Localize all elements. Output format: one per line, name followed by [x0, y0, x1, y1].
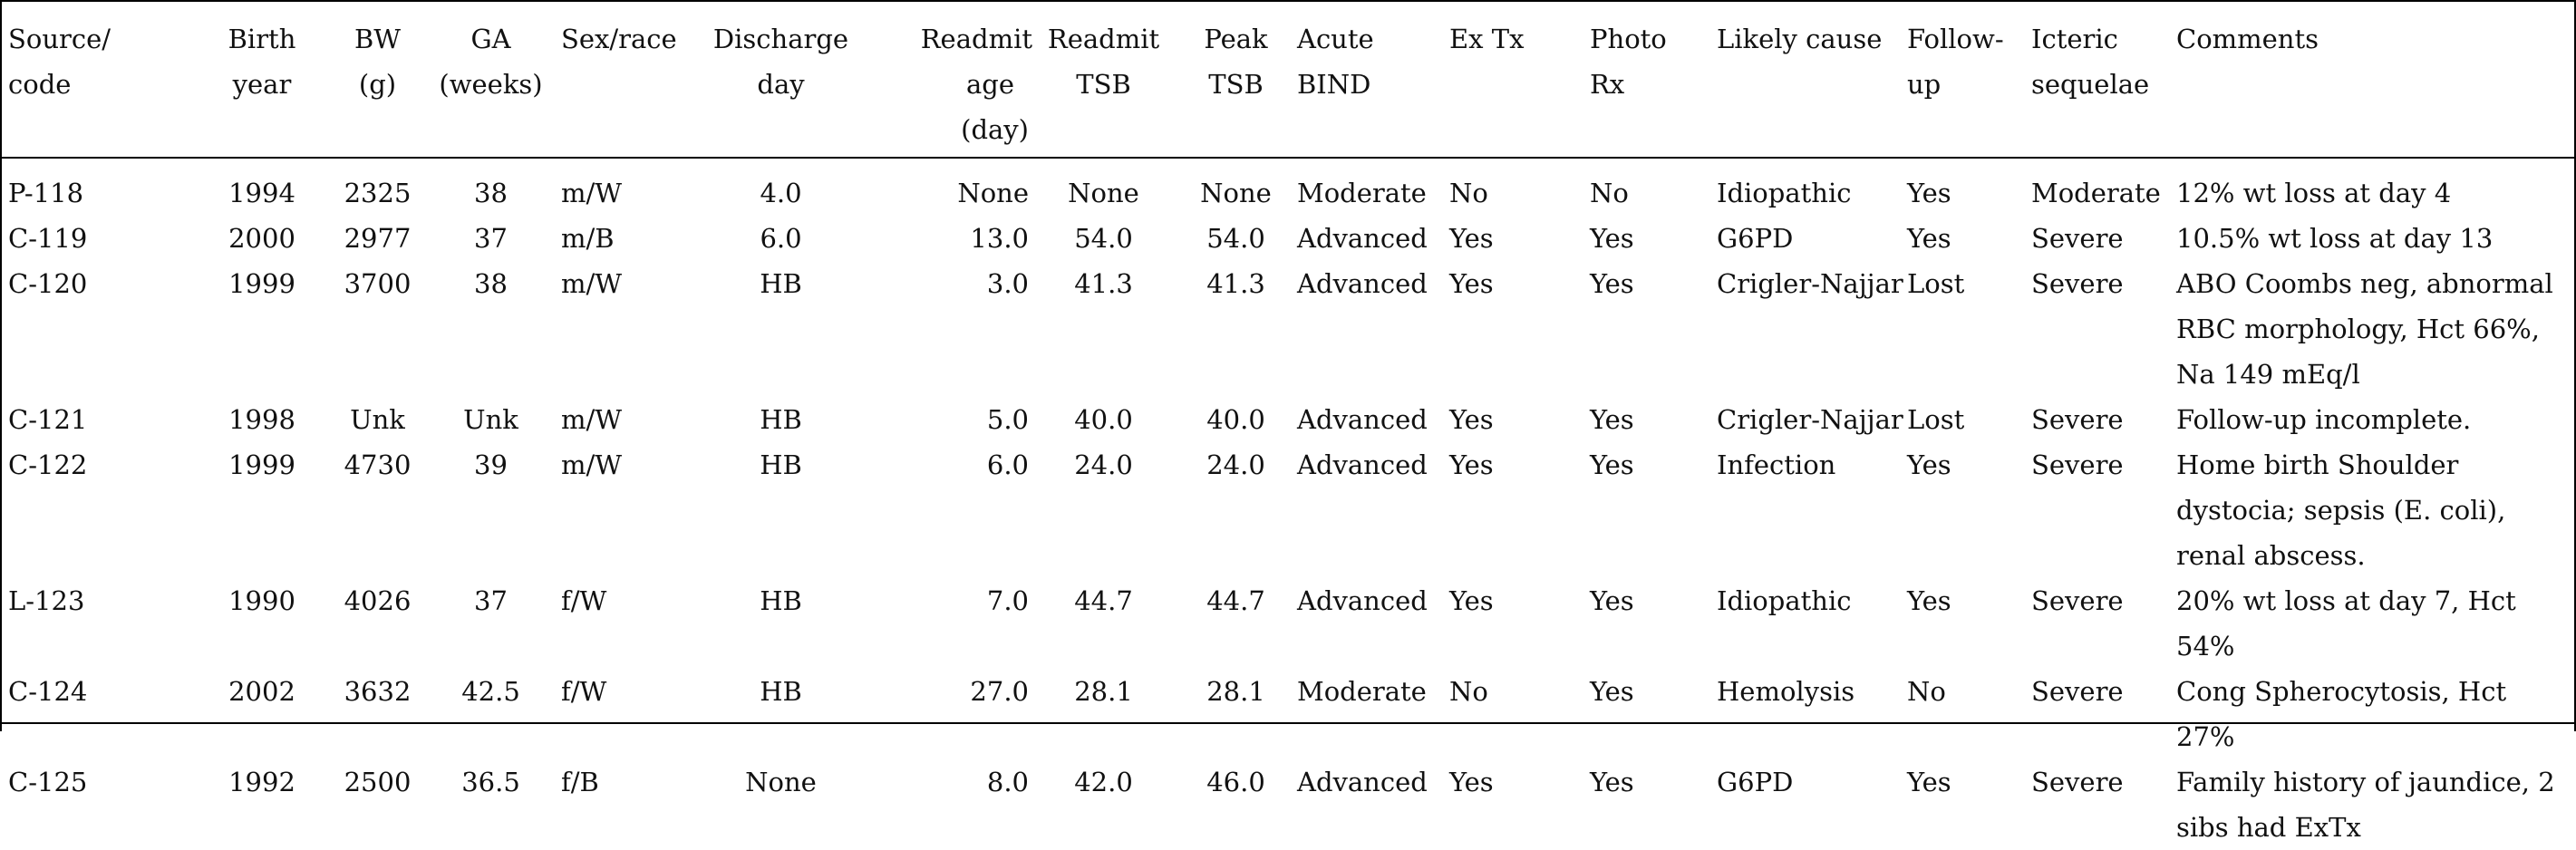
cell-peak-tsb: 28.1 [1206, 676, 1265, 707]
table-row [8, 216, 2573, 261]
cell-icteric-sequelae: Moderate [2031, 178, 2161, 208]
table-row [8, 578, 2573, 669]
cell-ex-tx: Yes [1449, 404, 1494, 435]
cell-ga: Unk [463, 404, 518, 435]
cell-discharge: HB [760, 404, 802, 435]
cell-birth-year: 1994 [228, 178, 295, 208]
cell-sex-race: m/B [561, 223, 615, 254]
cell-bw: 2977 [344, 223, 412, 254]
cell-source: L-123 [8, 585, 85, 616]
cell-birth-year: 1999 [228, 268, 295, 299]
cell-bw: Unk [350, 404, 405, 435]
cell-ex-tx: No [1449, 676, 1488, 707]
cell-icteric-sequelae: Severe [2031, 404, 2124, 435]
cell-source: C-119 [8, 223, 88, 254]
left-border [0, 0, 2, 731]
cell-peak-tsb: 46.0 [1206, 767, 1265, 797]
cell-acute-bind: Advanced [1297, 449, 1428, 480]
cell-peak-tsb: 54.0 [1206, 223, 1265, 254]
cell-readmit-tsb: 40.0 [1074, 404, 1133, 435]
cell-birth-year: 1992 [228, 767, 295, 797]
cell-icteric-sequelae: Severe [2031, 676, 2124, 707]
cell-comments: ABO Coombs neg, abnormal RBC morphology, Hct 66%, Na 149 mEq/l [2176, 268, 2553, 390]
cell-readmit-tsb: 42.0 [1074, 767, 1133, 797]
col-header-source: Source/ code [8, 24, 111, 100]
cell-discharge: 6.0 [760, 223, 802, 254]
cell-follow-up: No [1907, 676, 1946, 707]
cell-discharge: HB [760, 449, 802, 480]
col-header-peak-tsb: Peak TSB [1204, 24, 1268, 100]
col-header-likely-cause: Likely cause [1717, 24, 1883, 54]
cell-birth-year: 1999 [228, 449, 295, 480]
cell-icteric-sequelae: Severe [2031, 268, 2124, 299]
cell-comments: 10.5% wt loss at day 13 [2176, 223, 2494, 254]
cell-acute-bind: Advanced [1297, 404, 1428, 435]
cell-acute-bind: Moderate [1297, 178, 1427, 208]
col-header-photo-rx: Photo Rx [1590, 24, 1667, 100]
col-header-readmit-tsb: Readmit TSB [1047, 24, 1160, 100]
col-header-acute-bind: Acute BIND [1297, 24, 1374, 100]
cell-readmit-tsb: 44.7 [1074, 585, 1133, 616]
cell-ga: 37 [474, 585, 508, 616]
cell-likely-cause: Infection [1717, 449, 1836, 480]
cell-ex-tx: Yes [1449, 449, 1494, 480]
cell-readmit-tsb: 54.0 [1074, 223, 1133, 254]
cell-acute-bind: Moderate [1297, 676, 1427, 707]
cell-peak-tsb: None [1200, 178, 1272, 208]
cell-comments: 12% wt loss at day 4 [2176, 178, 2452, 208]
cell-bw: 2500 [344, 767, 412, 797]
cell-readmit-age: 27.0 [970, 676, 1029, 707]
cell-likely-cause: Crigler-Najjar [1717, 268, 1903, 299]
cell-follow-up: Yes [1907, 585, 1951, 616]
cell-discharge: None [745, 767, 817, 797]
cell-birth-year: 1990 [228, 585, 295, 616]
patient-table [8, 16, 2573, 850]
cell-source: C-122 [8, 449, 88, 480]
table-row [8, 442, 2573, 578]
col-header-bw: BW (g) [353, 24, 402, 100]
col-header-ga: GA (weeks) [439, 24, 543, 100]
cell-ex-tx: Yes [1449, 585, 1494, 616]
cell-source: C-124 [8, 676, 88, 707]
cell-peak-tsb: 24.0 [1206, 449, 1265, 480]
col-header-birth-year: Birth year [228, 24, 296, 100]
cell-ga: 39 [474, 449, 508, 480]
cell-bw: 2325 [344, 178, 412, 208]
cell-readmit-age: 3.0 [986, 268, 1029, 299]
cell-photo-rx: Yes [1590, 404, 1634, 435]
cell-follow-up: Yes [1907, 449, 1951, 480]
cell-ga: 38 [474, 268, 508, 299]
cell-source: C-121 [8, 404, 88, 435]
cell-sex-race: m/W [561, 449, 623, 480]
cell-bw: 4026 [344, 585, 412, 616]
cell-acute-bind: Advanced [1297, 585, 1428, 616]
table-body [8, 161, 2573, 850]
col-header-ex-tx: Ex Tx [1449, 24, 1525, 54]
cell-peak-tsb: 40.0 [1206, 404, 1265, 435]
cell-follow-up: Lost [1907, 268, 1965, 299]
col-header-icteric-sequelae: Icteric sequelae [2031, 24, 2150, 100]
cell-sex-race: f/W [561, 676, 607, 707]
cell-photo-rx: Yes [1590, 676, 1634, 707]
cell-acute-bind: Advanced [1297, 268, 1428, 299]
cell-comments: Family history of jaundice, 2 sibs had ExTx [2176, 767, 2555, 843]
top-rule [0, 0, 2576, 2]
cell-ex-tx: Yes [1449, 767, 1494, 797]
cell-discharge: HB [760, 585, 802, 616]
cell-ga: 38 [474, 178, 508, 208]
cell-bw: 4730 [344, 449, 412, 480]
col-header-comments: Comments [2176, 24, 2319, 54]
cell-icteric-sequelae: Severe [2031, 767, 2124, 797]
table-row [8, 759, 2573, 850]
cell-follow-up: Yes [1907, 223, 1951, 254]
cell-ga: 37 [474, 223, 508, 254]
cell-likely-cause: Hemolysis [1717, 676, 1855, 707]
cell-ex-tx: No [1449, 178, 1488, 208]
cell-readmit-tsb: 28.1 [1074, 676, 1133, 707]
cell-readmit-age: 5.0 [986, 404, 1029, 435]
cell-comments: 20% wt loss at day 7, Hct 54% [2176, 585, 2516, 662]
cell-sex-race: m/W [561, 268, 623, 299]
col-header-discharge: Discharge day [712, 24, 849, 100]
cell-photo-rx: Yes [1590, 223, 1634, 254]
cell-comments: Follow-up incomplete. [2176, 404, 2472, 435]
table-row [8, 261, 2573, 397]
cell-acute-bind: Advanced [1297, 767, 1428, 797]
cell-follow-up: Yes [1907, 178, 1951, 208]
cell-icteric-sequelae: Severe [2031, 585, 2124, 616]
cell-sex-race: m/W [561, 404, 623, 435]
cell-discharge: HB [760, 268, 802, 299]
cell-readmit-age: None [957, 178, 1029, 208]
cell-readmit-tsb: 41.3 [1074, 268, 1133, 299]
header-row [8, 16, 2573, 161]
cell-photo-rx: Yes [1590, 268, 1634, 299]
cell-likely-cause: Idiopathic [1717, 178, 1852, 208]
cell-icteric-sequelae: Severe [2031, 223, 2124, 254]
cell-ga: 42.5 [461, 676, 520, 707]
cell-likely-cause: Idiopathic [1717, 585, 1852, 616]
cell-discharge: 4.0 [760, 178, 802, 208]
cell-follow-up: Yes [1907, 767, 1951, 797]
table-row [8, 397, 2573, 442]
cell-photo-rx: No [1590, 178, 1629, 208]
table-row [8, 161, 2573, 216]
cell-readmit-age: 13.0 [970, 223, 1029, 254]
cell-ex-tx: Yes [1449, 223, 1494, 254]
cell-sex-race: f/W [561, 585, 607, 616]
cell-readmit-age: 7.0 [986, 585, 1029, 616]
cell-sex-race: f/B [561, 767, 599, 797]
cell-comments: Home birth Shoulder dystocia; sepsis (E. coli), renal abscess. [2176, 449, 2506, 571]
cell-peak-tsb: 41.3 [1206, 268, 1265, 299]
cell-readmit-age: 6.0 [986, 449, 1029, 480]
cell-birth-year: 1998 [228, 404, 295, 435]
cell-source: C-120 [8, 268, 88, 299]
cell-follow-up: Lost [1907, 404, 1965, 435]
cell-source: P-118 [8, 178, 84, 208]
col-header-readmit-age: Readmit age (day) [920, 24, 1032, 145]
cell-birth-year: 2000 [228, 223, 295, 254]
cell-ex-tx: Yes [1449, 268, 1494, 299]
table-row [8, 669, 2573, 759]
cell-peak-tsb: 44.7 [1206, 585, 1265, 616]
cell-source: C-125 [8, 767, 88, 797]
cell-sex-race: m/W [561, 178, 623, 208]
cell-photo-rx: Yes [1590, 585, 1634, 616]
cell-birth-year: 2002 [228, 676, 295, 707]
cell-readmit-tsb: None [1068, 178, 1139, 208]
col-header-sex-race: Sex/race [561, 24, 677, 54]
cell-photo-rx: Yes [1590, 767, 1634, 797]
cell-bw: 3632 [344, 676, 412, 707]
cell-ga: 36.5 [461, 767, 520, 797]
cell-readmit-tsb: 24.0 [1074, 449, 1133, 480]
cell-comments: Cong Spherocytosis, Hct 27% [2176, 676, 2507, 752]
cell-bw: 3700 [344, 268, 412, 299]
cell-readmit-age: 8.0 [986, 767, 1029, 797]
cell-icteric-sequelae: Severe [2031, 449, 2124, 480]
cell-discharge: HB [760, 676, 802, 707]
cell-likely-cause: G6PD [1717, 223, 1794, 254]
cell-likely-cause: Crigler-Najjar [1717, 404, 1903, 435]
col-header-follow-up: Follow- up [1907, 24, 2004, 100]
cell-photo-rx: Yes [1590, 449, 1634, 480]
cell-likely-cause: G6PD [1717, 767, 1794, 797]
cell-acute-bind: Advanced [1297, 223, 1428, 254]
